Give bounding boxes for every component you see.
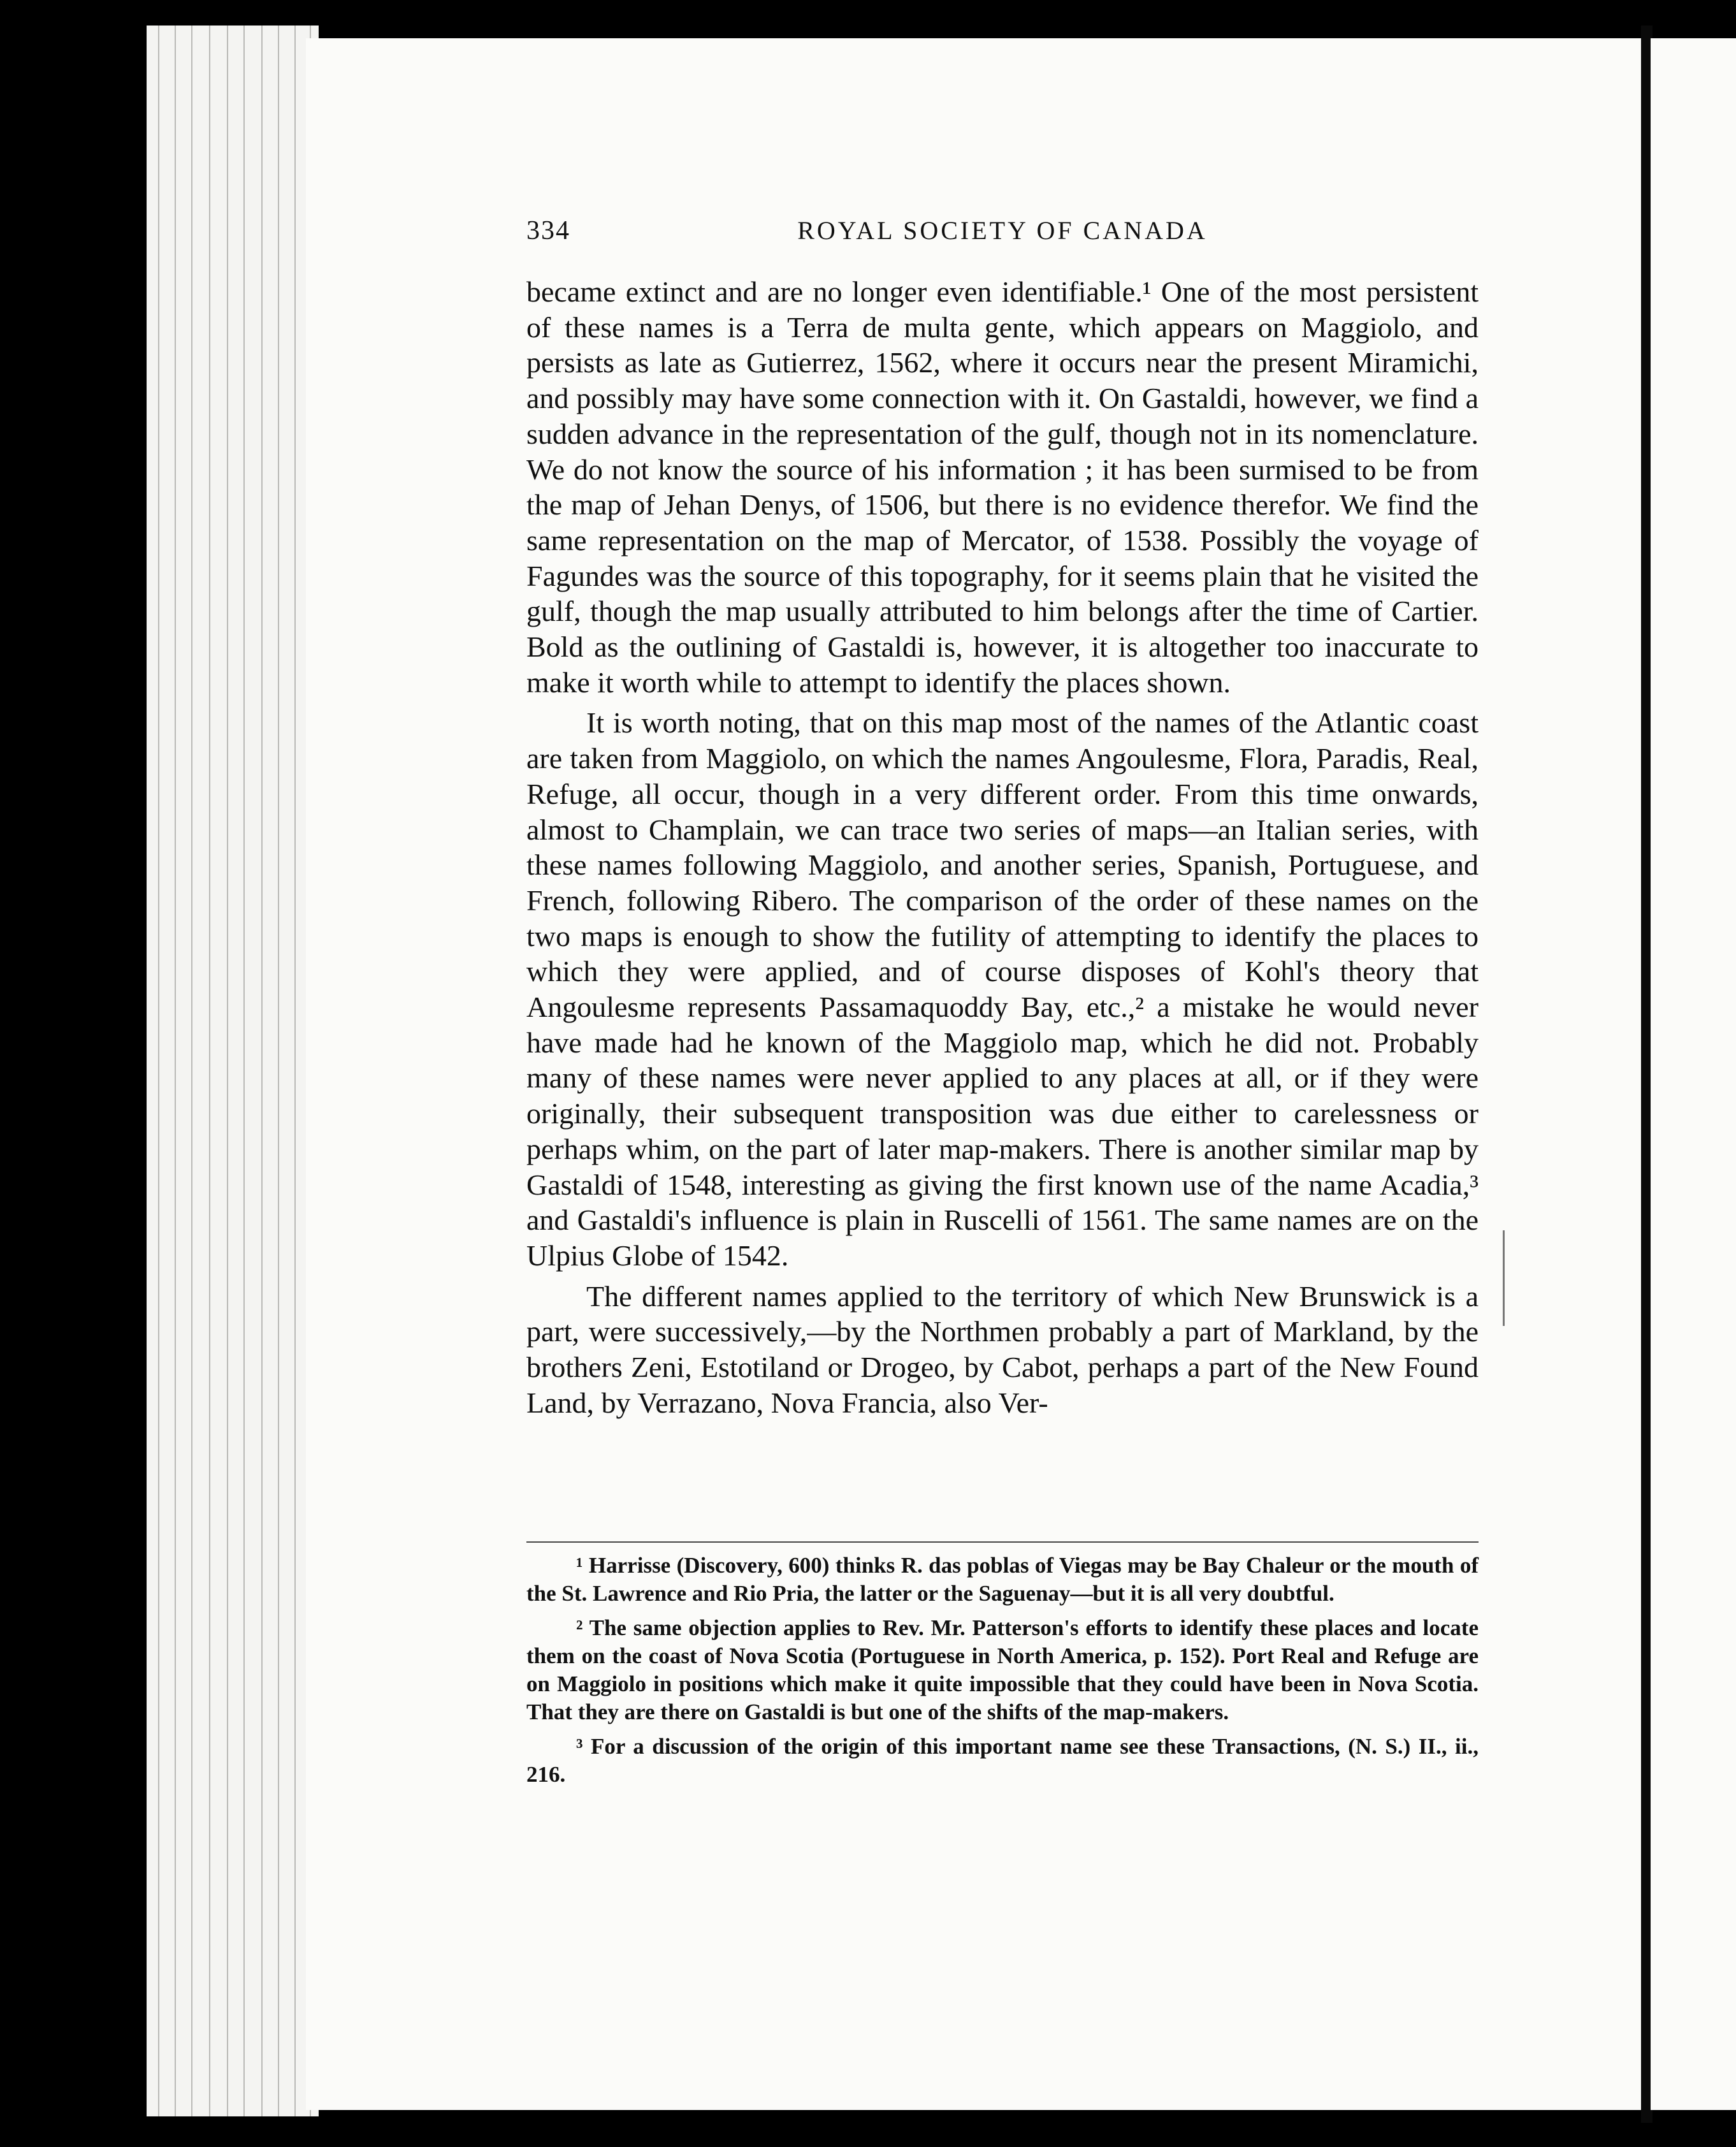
page-stack-edges [147, 25, 319, 2116]
page-header [526, 215, 1479, 254]
margin-pencil-mark [1503, 1230, 1505, 1326]
footnote-1: ¹ Harrisse (Discovery, 600) thinks R. das poblas of Viegas may be Bay Chaleur or the mouth of the St. Lawrence and Rio Pria, the latter or the Saguenay—but it is all very doubtful. [526, 1553, 1479, 1606]
footnotes [526, 1552, 1479, 1789]
paragraph-3: The different names applied to the territory of which New Brunswick is a part, were successively,—by the Northmen probably a part of Markland, by the brothers Zeni, Estotiland or Drogeo, by Cabot, perhaps a part of the New Found Land, by Verrazano, Nova Francia, also Ver- [526, 1279, 1479, 1419]
footnote-2: ² The same objection applies to Rev. Mr. Patterson's efforts to identify these places and locate them on the coast of Nova Scotia (Portuguese in North America, p. 152). Port Real and Refuge are on Maggiolo in positions which make it quite impossible that they could have been in Nova Scotia. That they are there on Gastaldi is but one of the shifts of the map-makers. [526, 1615, 1479, 1724]
paragraph-1: became extinct and are no longer even identifiable.¹ One of the most persistent of these names is a Terra de multa gente, which appears on Maggiolo, and persists as late as Gutierrez, 1562, where it occurs near the present Miramichi, and possibly may have some connection with it. On Gastaldi, however, we find a sudden advance in the representation of the gulf, though not in its nomenclature. We do not know the source of his information ; it has been surmised to be from the map of Jehan Denys, of 1506, but there is no evidence therefor. We find the same representation on the map of Mercator, of 1538. Possibly the voyage of Fagundes was the source of this topography, for it seems plain that he visited the gulf, though the map usually attributed to him belongs after the time of Cartier. Bold as the outlining of Gastaldi is, however, it is altogether too inaccurate to make it worth while to attempt to identify the places shown. [526, 275, 1479, 699]
body-text [526, 274, 1479, 1421]
paragraph-2: It is worth noting, that on this map most of the names of the Atlantic coast are taken from Maggiolo, on which the names Angoulesme, Flora, Paradis, Real, Refuge, all occur, though in a very different order. From this time onwards, almost to Champlain, we can trace two series of maps—an Italian series, with these names following Maggiolo, and another series, Spanish, Portuguese, and French, following Ribero. The comparison of the order of these names on the two maps is enough to show the futility of attempting to identify the places to which they were applied, and of course disposes of Kohl's theory that Angoulesme represents Passamaquoddy Bay, etc.,² a mistake he would never have made had he known of the Maggiolo map, which he did not. Probably many of these names were never applied to any places at all, or if they were originally, their subsequent transposition was due either to carelessness or perhaps whim, on the part of later map-makers. There is another similar map by Gastaldi of 1548, interesting as giving the first known use of the name Acadia,³ and Gastaldi's influence is plain in Ruscelli of 1561. The same names are on the Ulpius Globe of 1542. [526, 706, 1479, 1272]
running-head: ROYAL SOCIETY OF CANADA [797, 216, 1208, 245]
facing-page-edge [1651, 38, 1736, 2110]
footnote-3: ³ For a discussion of the origin of this important name see these Transactions, (N. S.) II., ii., 216. [526, 1734, 1479, 1787]
page-number: 334 [526, 216, 570, 245]
footnote-divider [526, 1541, 1479, 1543]
